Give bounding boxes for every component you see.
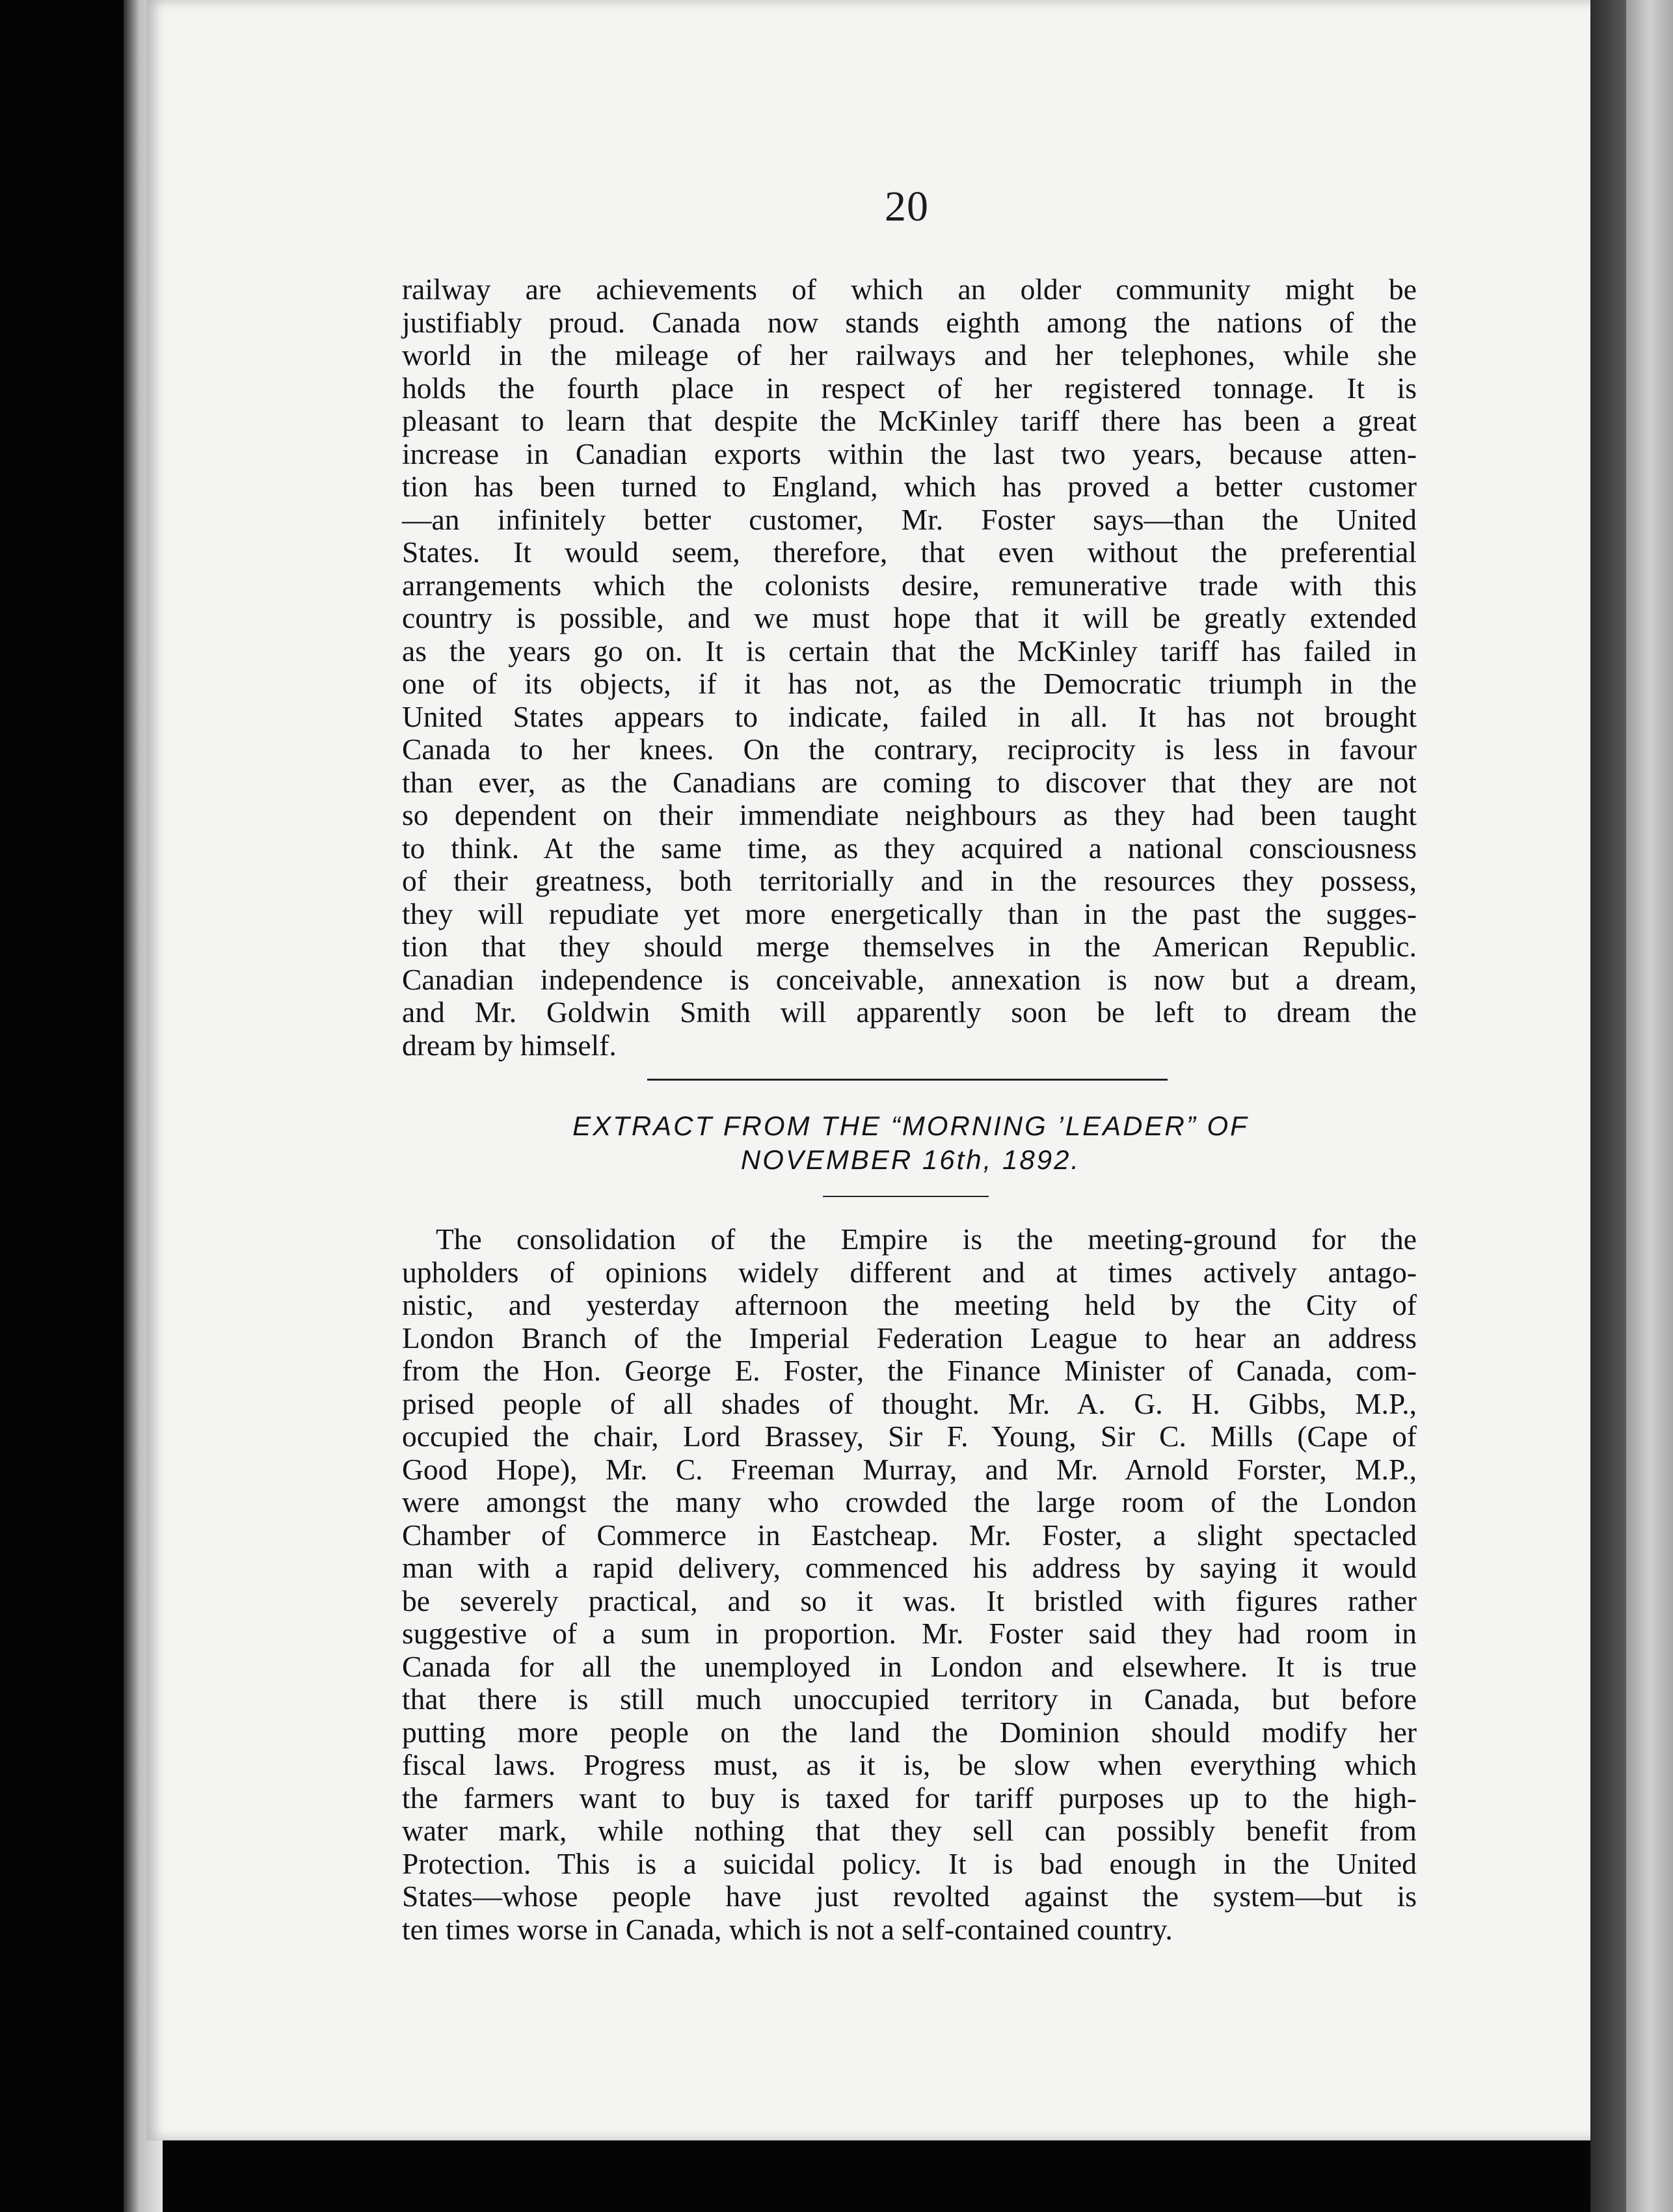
text-line: arrangements which the colonists desire, remunerative trade with this [402,568,1417,602]
text-line: Canada to her knees. On the contrary, reciprocity is less in favour [402,733,1417,766]
text-line: world in the mileage of her railways and her telephones, while she [402,338,1417,371]
text-line: suggestive of a sum in proportion. Mr. Foster said they had room in [402,1617,1417,1650]
text-line: be severely practical, and so it was. It bristled with figures rather [402,1584,1417,1617]
text-line: than ever, as the Canadians are coming to discover that they are not [402,765,1417,799]
section-divider [647,1079,1168,1081]
text-line: pleasant to learn that despite the McKinley tariff there has been a great [402,404,1417,437]
text-line: Good Hope), Mr. C. Freeman Murray, and Mr. Arnold Forster, M.P., [402,1452,1417,1486]
text-line: that there is still much unoccupied territory in Canada, but before [402,1682,1417,1716]
text-line: States—whose people have just revolted against the system—but is [402,1880,1417,1913]
text-line: one of its objects, if it has not, as the Democratic triumph in the [402,667,1417,700]
adjacent-page-strip [1626,0,1673,2212]
text-line: as the years go on. It is certain that the McKinley tariff has failed in [402,634,1417,668]
text-line: —an infinitely better customer, Mr. Foster says—than the United [402,502,1417,536]
text-line: the farmers want to buy is taxed for tariff purposes up to the high- [402,1781,1417,1814]
text-line: dream by himself. [402,1028,617,1062]
text-line: Canada for all the unemployed in London and elsewhere. It is true [402,1649,1417,1683]
text-line: Protection. This is a suicidal policy. It is bad enough in the United [402,1846,1417,1880]
text-line: tion that they should merge themselves in the American Republic. [402,930,1417,963]
text-line: increase in Canadian exports within the last two years, because atten- [402,437,1417,470]
text-line: water mark, while nothing that they sell can possibly benefit from [402,1814,1417,1847]
page-right-shadow [1590,0,1626,2212]
text-line: of their greatness, both territorially and in the resources they possess, [402,864,1417,897]
text-line: occupied the chair, Lord Brassey, Sir F. Young, Sir C. Mills (Cape of [402,1420,1417,1453]
text-line: from the Hon. George E. Foster, the Finance Minister of Canada, com- [402,1354,1417,1387]
text-line: Canadian independence is conceivable, annexation is now but a dream, [402,962,1417,996]
text-line: upholders of opinions widely different and at times actively antago- [402,1255,1417,1289]
text-line: prised people of all shades of thought. Mr. A. G. H. Gibbs, M.P., [402,1386,1417,1420]
text-line: justifiably proud. Canada now stands eighth among the nations of the [402,305,1417,339]
text-line: holds the fourth place in respect of her registered tonnage. It is [402,371,1417,405]
text-line: The consolidation of the Empire is the meeting-ground for the [436,1222,1417,1256]
text-line: nistic, and yesterday afternoon the meeting held by the City of [402,1288,1417,1321]
heading-line-1: EXTRACT FROM THE “MORNING ’LEADER” OF [572,1111,1249,1141]
paragraph [402,273,1417,1062]
text-line: Chamber of Commerce in Eastcheap. Mr. Foster, a slight spectacled [402,1518,1417,1552]
text-line: country is possible, and we must hope that it will be greatly extended [402,601,1417,634]
paragraph [402,1223,1417,1946]
text-line: man with a rapid delivery, commenced his address by saying it would [402,1551,1417,1584]
text-line: and Mr. Goldwin Smith will apparently soon be left to dream the [402,995,1417,1029]
text-line: were amongst the many who crowded the large room of the London [402,1485,1417,1518]
text-line: so dependent on their immendiate neighbours as they had been taught [402,798,1417,831]
text-line: London Branch of the Imperial Federation League to hear an address [402,1321,1417,1355]
extract-body [402,1223,1417,1946]
text-line: States. It would seem, therefore, that even without the preferential [402,535,1417,569]
text-line: they will repudiate yet more energetically than in the past the sugges- [402,897,1417,930]
heading-underline [823,1196,989,1197]
article-body-continued [402,273,1417,1062]
extract-heading [455,1109,1366,1177]
text-line: ten times worse in Canada, which is not a self-contained country. [402,1912,1173,1946]
text-line: to think. At the same time, as they acquired a national consciousness [402,831,1417,865]
text-line: tion has been turned to England, which has proved a better customer [402,470,1417,503]
text-line: United States appears to indicate, failed in all. It has not brought [402,699,1417,733]
text-line: railway are achievements of which an older community might be [402,273,1417,306]
page-number: 20 [885,183,929,230]
heading-line-2: NOVEMBER 16th, 1892. [740,1144,1081,1175]
text-line: putting more people on the land the Dominion should modify her [402,1715,1417,1749]
text-line: fiscal laws. Progress must, as it is, be slow when everything which [402,1748,1417,1781]
